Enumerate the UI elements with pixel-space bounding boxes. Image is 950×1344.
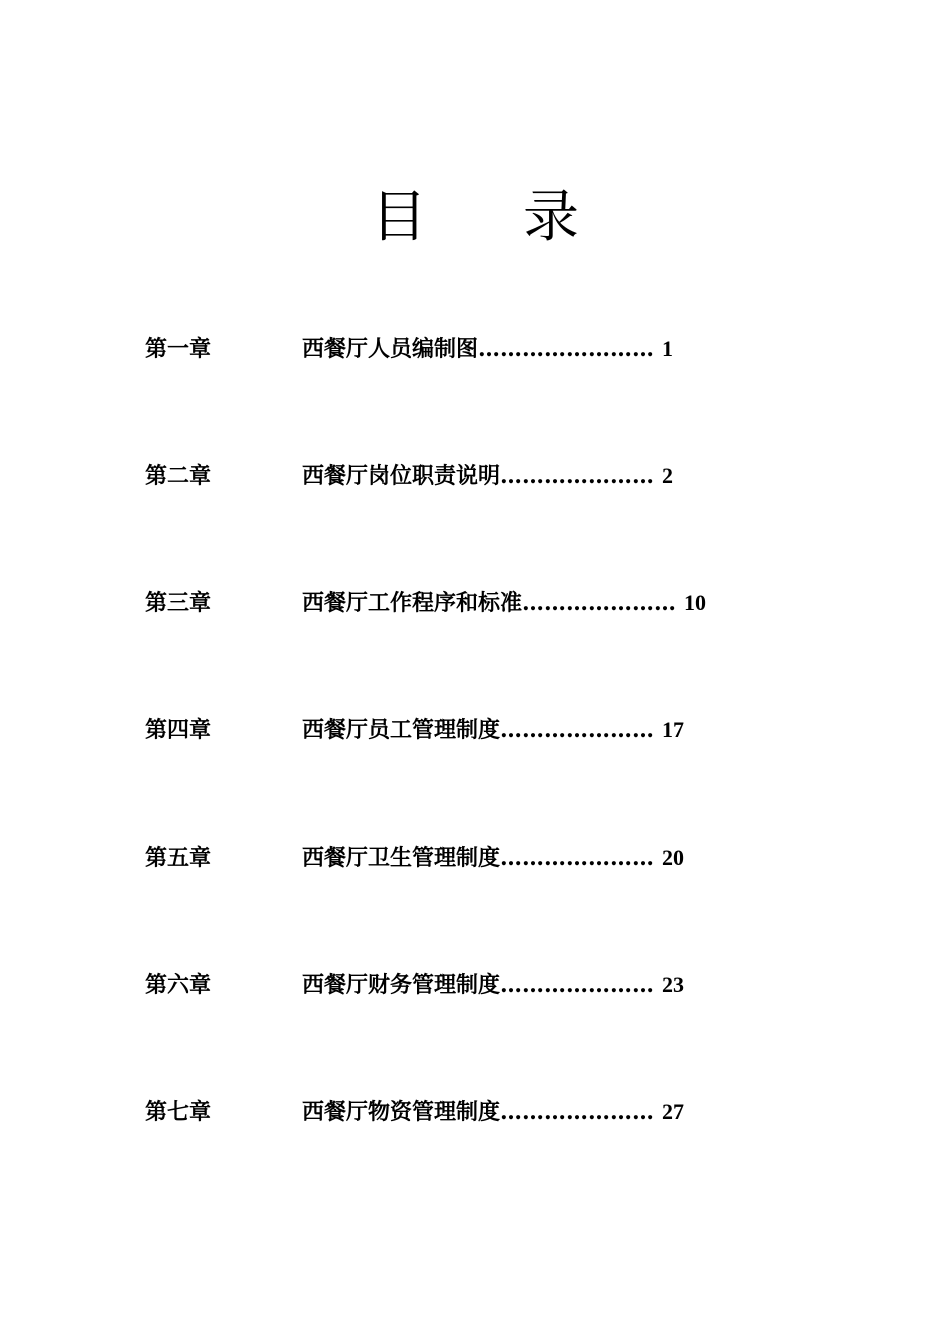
toc-chapter-label: 第二章 <box>145 463 212 489</box>
toc-chapter-label: 第六章 <box>145 972 212 998</box>
toc-page-number: 27 <box>662 1099 685 1124</box>
toc-entry-text: 西餐厅员工管理制度 <box>302 717 501 743</box>
toc-chapter-label: 第五章 <box>145 845 212 871</box>
toc-entry-text: 西餐厅岗位职责说明 <box>302 463 501 489</box>
toc-entry-7[interactable] <box>145 1094 684 1130</box>
toc-page-number: 17 <box>662 717 685 742</box>
toc-entry-6[interactable] <box>145 967 684 1003</box>
toc-chapter-label: 第四章 <box>145 717 212 743</box>
toc-entry-text: 西餐厅财务管理制度 <box>302 972 501 998</box>
toc-leader-dots: ………………… <box>500 845 655 871</box>
toc-entry-3[interactable] <box>145 585 706 621</box>
toc-entry-5[interactable] <box>145 840 684 876</box>
toc-leader-dots: ………………… <box>500 1099 655 1125</box>
toc-entry-text: 西餐厅人员编制图 <box>302 336 479 362</box>
toc-entry-text: 西餐厅卫生管理制度 <box>302 845 501 871</box>
toc-entry-text: 西餐厅工作程序和标准 <box>302 590 523 616</box>
toc-entry-2[interactable] <box>145 458 673 494</box>
title-char-left: 目 <box>371 185 427 250</box>
toc-leader-dots: …………………… <box>478 336 655 362</box>
toc-page-number: 1 <box>662 336 674 361</box>
page-title <box>0 184 950 252</box>
title-char-right: 录 <box>523 185 579 250</box>
toc-chapter-label: 第三章 <box>145 590 212 616</box>
toc-page-number: 20 <box>662 845 685 870</box>
toc-chapter-label: 第七章 <box>145 1099 212 1125</box>
toc-entry-text: 西餐厅物资管理制度 <box>302 1099 501 1125</box>
toc-leader-dots: ………………… <box>500 717 655 743</box>
toc-page-number: 23 <box>662 972 685 997</box>
toc-entry-1[interactable] <box>145 331 673 367</box>
toc-leader-dots: ………………… <box>500 463 655 489</box>
toc-leader-dots: ………………… <box>522 590 677 616</box>
toc-leader-dots: ………………… <box>500 972 655 998</box>
toc-page-number: 2 <box>662 463 674 488</box>
toc-chapter-label: 第一章 <box>145 336 212 362</box>
toc-entry-4[interactable] <box>145 712 684 748</box>
toc-page-number: 10 <box>684 590 707 615</box>
